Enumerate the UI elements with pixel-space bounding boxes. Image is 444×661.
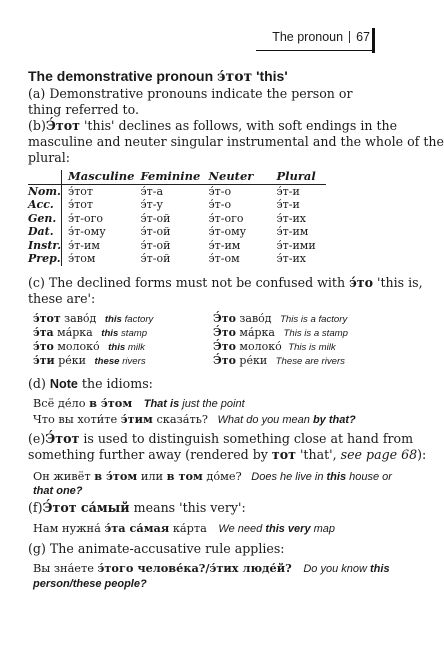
case-label: Gen. bbox=[28, 212, 62, 226]
header-divider bbox=[349, 31, 350, 43]
table-cell: э́т-им bbox=[276, 225, 309, 238]
table-row bbox=[28, 252, 326, 266]
col-header-masculine: Masculine bbox=[62, 170, 135, 184]
col-header-feminine: Feminine bbox=[134, 170, 202, 184]
table-row bbox=[28, 225, 326, 239]
header-thumb-bar bbox=[372, 28, 375, 53]
case-label: Acc. bbox=[28, 198, 62, 212]
paragraph-b: (b)Э́тот 'this' declines as follows, with soft endings in the masculine and neuter singular instrumental and the whole of the plural: bbox=[28, 118, 444, 165]
paragraph-g: (g) The animate-accusative rule applies: bbox=[28, 541, 285, 556]
table-cell: э́т-их bbox=[276, 211, 306, 225]
table-cell: э́т-ой bbox=[140, 252, 171, 265]
table-cell: э́т-ого bbox=[68, 211, 104, 225]
list-item: Нам нужна́ э́та са́мая ка́рта We need this very map bbox=[33, 521, 336, 535]
table-cell: э́т-им bbox=[68, 238, 100, 252]
table-cell: э́т-о bbox=[208, 184, 232, 198]
table-cell: э́тот bbox=[68, 198, 94, 211]
list-item: Э́то ре́ки These are rivers bbox=[213, 354, 345, 367]
page-number: 67 bbox=[356, 30, 370, 44]
section-heading: The demonstrative pronoun э́тот 'this' bbox=[28, 68, 288, 85]
table-row bbox=[28, 198, 326, 212]
table-cell: э́т-ой bbox=[140, 211, 171, 225]
case-label: Dat. bbox=[28, 225, 62, 239]
case-label: Instr. bbox=[28, 238, 62, 252]
header-rule bbox=[256, 50, 372, 51]
table-cell: э́т-им bbox=[208, 238, 241, 252]
section-title: The pronoun bbox=[272, 30, 344, 44]
table-cell: э́т-и bbox=[276, 198, 300, 211]
declension-table bbox=[28, 170, 326, 266]
col-header-neuter: Neuter bbox=[202, 170, 270, 184]
table-header-row bbox=[28, 170, 326, 184]
paragraph-a: (a) Demonstrative pronouns indicate the person or thing referred to. bbox=[28, 86, 353, 117]
list-item: person/these people? bbox=[33, 578, 147, 590]
table-cell: э́том bbox=[68, 252, 96, 265]
list-item: э́ти ре́ки these rivers bbox=[33, 354, 146, 367]
running-head bbox=[272, 30, 370, 44]
table-cell: э́т-ому bbox=[208, 225, 247, 238]
table-cell: э́т-у bbox=[140, 198, 163, 211]
table-cell: э́т-ой bbox=[140, 238, 171, 252]
list-item: Он живёт в э́том или в том до́ме? Does he live in this house or bbox=[33, 469, 392, 483]
list-item: Вы зна́ете э́того челове́ка?/э́тих люде́й? Do you know this bbox=[33, 561, 390, 575]
table-cell: э́т-а bbox=[140, 184, 164, 198]
case-label: Nom. bbox=[28, 184, 61, 198]
table-cell: э́т-и bbox=[276, 184, 300, 198]
list-item: Э́то ма́рка This is a stamp bbox=[213, 326, 349, 339]
list-item: э́то молоко́ this milk bbox=[33, 340, 145, 353]
paragraph-d: (d) Note the idioms: bbox=[28, 376, 153, 391]
table-cell: э́т-ой bbox=[140, 225, 171, 238]
table-row bbox=[28, 239, 326, 253]
table-cell: э́т-ому bbox=[68, 225, 106, 238]
table-cell: э́т-ими bbox=[276, 238, 316, 252]
table-row bbox=[28, 212, 326, 226]
case-label: Prep. bbox=[28, 252, 61, 265]
list-item: э́тот заво́д this factory bbox=[33, 312, 154, 325]
list-item: Что вы хоти́те э́тим сказа́ть? What do you mean by that? bbox=[33, 412, 356, 426]
list-item: э́та ма́рка this stamp bbox=[33, 326, 148, 339]
list-item: Э́то заво́д This is a factory bbox=[213, 312, 348, 325]
table-cell: э́т-ом bbox=[208, 252, 240, 265]
table-cell: э́т-о bbox=[208, 198, 232, 211]
col-header-plural: Plural bbox=[270, 170, 326, 184]
list-item: Э́то молоко́ This is milk bbox=[213, 340, 336, 353]
table-row bbox=[28, 184, 326, 198]
table-cell: э́тот bbox=[68, 184, 94, 198]
paragraph-e: (e)Э́тот is used to distinguish something close at hand from something further away (rendered by тот 'that', see page 68): bbox=[28, 431, 427, 462]
paragraph-f: (f)Э́тот са́мый means 'this very': bbox=[28, 500, 246, 515]
table-cell: э́т-их bbox=[276, 252, 306, 265]
list-item: Всё де́ло в э́том That is just the point bbox=[33, 396, 245, 410]
paragraph-c: (c) The declined forms must not be confused with э́то 'this is, these are': bbox=[28, 275, 423, 306]
list-item: that one? bbox=[33, 485, 83, 497]
table-cell: э́т-ого bbox=[208, 211, 244, 225]
